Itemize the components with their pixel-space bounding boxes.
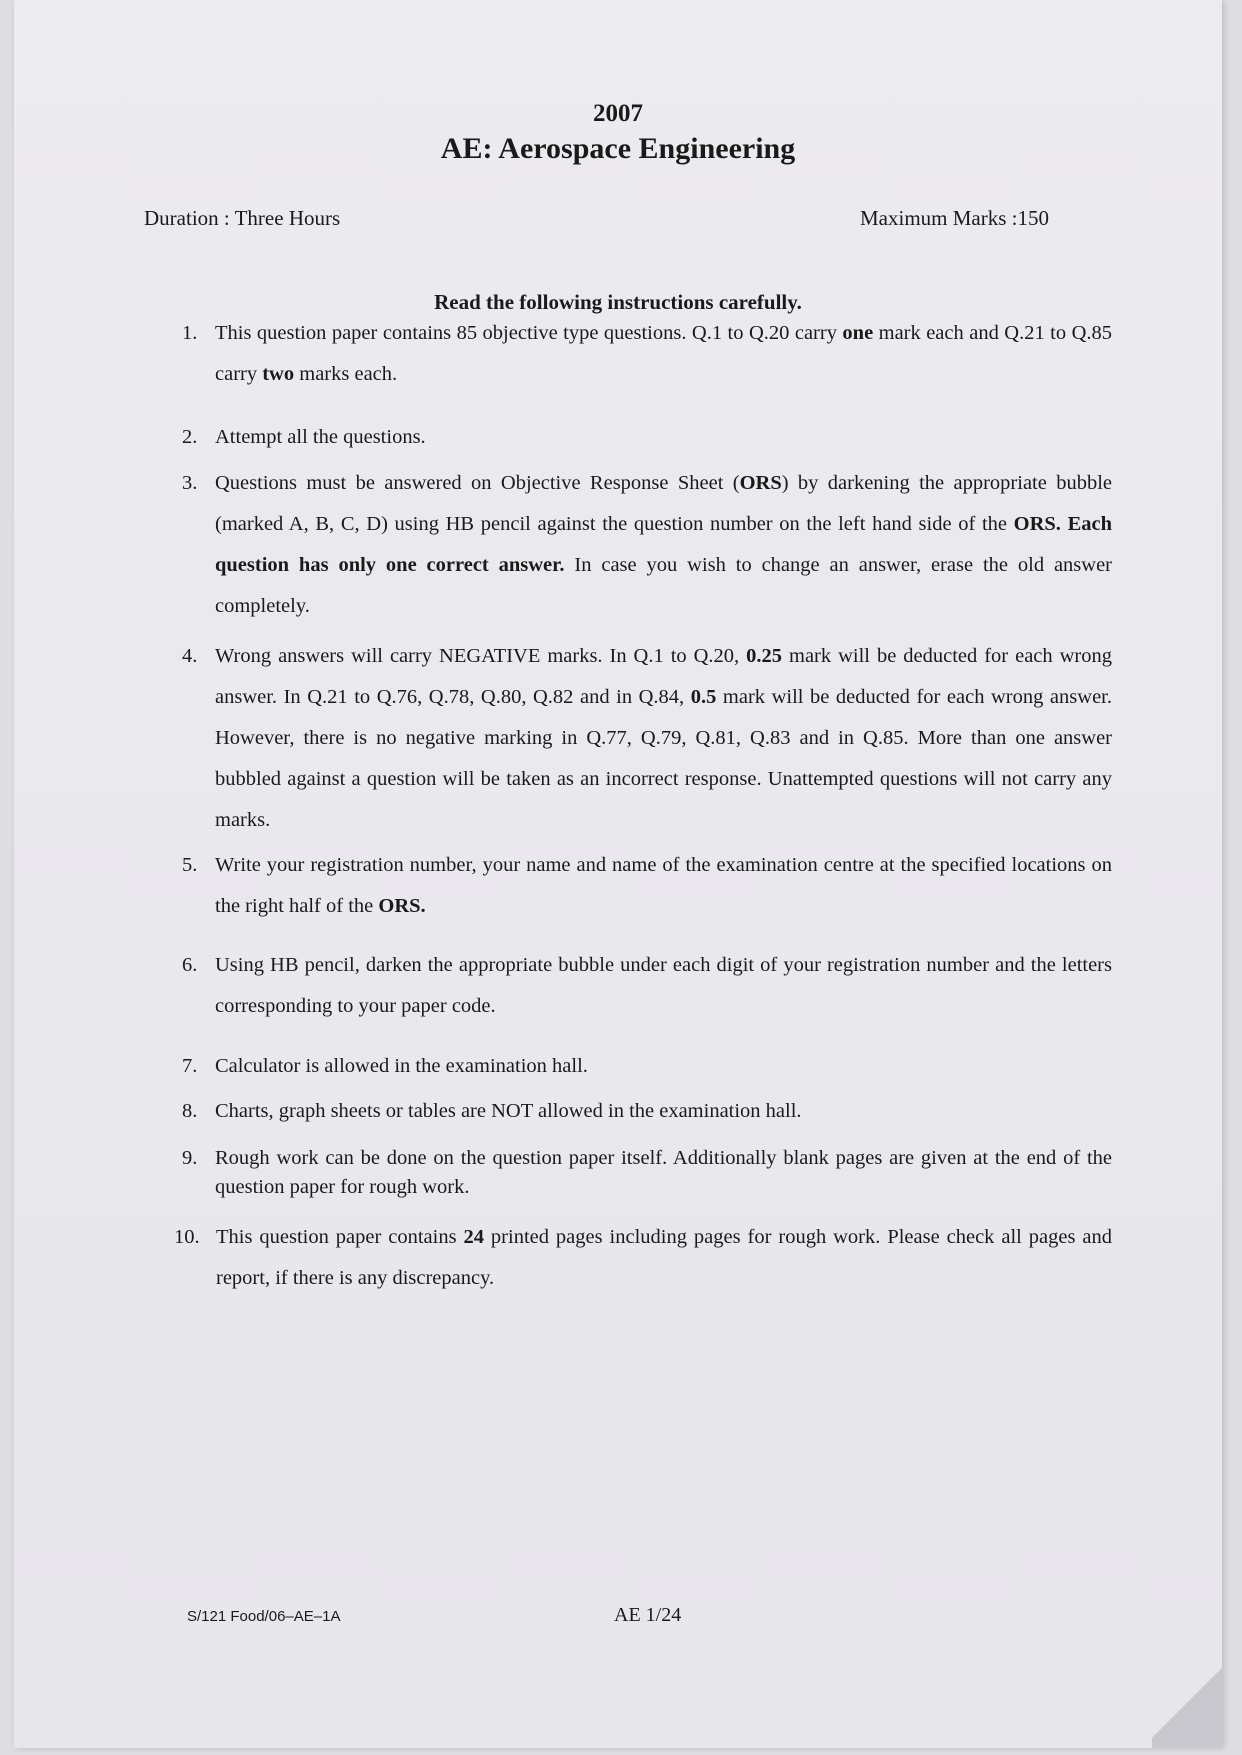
instruction-text bbox=[215, 417, 1112, 458]
instruction-text bbox=[216, 1217, 1112, 1299]
instruction-number: 7. bbox=[182, 1055, 198, 1077]
page-number: AE 1/24 bbox=[614, 1604, 682, 1626]
instruction-bold-run: one bbox=[842, 322, 874, 344]
instruction-run: Questions must be answered on Objective Response Sheet ( bbox=[215, 472, 740, 494]
instruction-text bbox=[215, 945, 1112, 1027]
instruction-number: 5. bbox=[182, 854, 198, 876]
instruction-run: mark will be deducted for each wrong answer. However, there is no negative marking in Q.77, Q.79, Q.81, Q.83 and in Q.85. More than one answer bubbled against a question will be taken as an incorrect response. Unattempted questions will not carry any marks. bbox=[215, 686, 1112, 831]
duration-label: Duration : Three Hours bbox=[144, 206, 341, 230]
instruction-bold-run: ORS. bbox=[378, 895, 426, 917]
instruction-number: 8. bbox=[182, 1100, 198, 1122]
instruction-item bbox=[182, 945, 1112, 1027]
max-marks-label: Maximum Marks :150 bbox=[860, 206, 1049, 230]
instruction-run: Wrong answers will carry NEGATIVE marks. In Q.1 to Q.20, bbox=[215, 645, 747, 667]
instruction-item bbox=[182, 636, 1112, 841]
instruction-run: This question paper contains bbox=[216, 1226, 464, 1248]
exam-year: 2007 bbox=[593, 100, 643, 127]
instruction-run: mark each and Q.21 to Q.85 carry bbox=[215, 322, 1112, 385]
instruction-run: Using HB pencil, darken the appropriate bubble under each digit of your registration number and the letters corresponding to your paper code. bbox=[215, 954, 1112, 1017]
instruction-text bbox=[215, 463, 1112, 627]
instruction-run: In case you wish to change an answer, erase the old answer completely. bbox=[215, 554, 1112, 617]
instruction-number: 4. bbox=[182, 645, 198, 667]
instruction-text bbox=[215, 313, 1112, 395]
instruction-text bbox=[215, 845, 1112, 927]
instruction-run: Calculator is allowed in the examination hall. bbox=[215, 1055, 588, 1077]
instruction-run: marks each. bbox=[294, 363, 398, 385]
instruction-run: Attempt all the questions. bbox=[215, 426, 426, 448]
folded-corner bbox=[1152, 1658, 1222, 1748]
instruction-item bbox=[182, 313, 1112, 395]
instruction-item bbox=[182, 1091, 1112, 1132]
instruction-run: Charts, graph sheets or tables are NOT allowed in the examination hall. bbox=[215, 1100, 802, 1122]
instruction-run: ) by darkening the appropriate bubble (marked A, B, C, D) using HB pencil against the question number on the left hand side of the bbox=[215, 472, 1112, 535]
instruction-number: 2. bbox=[182, 426, 198, 448]
instruction-run: printed pages including pages for rough work. Please check all pages and report, if there is any discrepancy. bbox=[216, 1226, 1112, 1289]
instruction-item bbox=[182, 463, 1112, 627]
instruction-text bbox=[215, 1144, 1112, 1202]
instruction-number: 1. bbox=[182, 322, 198, 344]
instruction-number: 9. bbox=[182, 1147, 198, 1169]
instructions-heading: Read the following instructions carefully. bbox=[434, 290, 802, 314]
paper-code: S/121 Food/06–AE–1A bbox=[187, 1608, 341, 1625]
instruction-run: Rough work can be done on the question paper itself. Additionally blank pages are given at the end of the question paper for rough work. bbox=[215, 1147, 1112, 1198]
instruction-item bbox=[182, 1046, 1112, 1087]
instruction-text bbox=[215, 1091, 1112, 1132]
instruction-run: mark will be deducted for each wrong answer. In Q.21 to Q.76, Q.78, Q.80, Q.82 and in Q.84, bbox=[215, 645, 1113, 708]
instruction-item bbox=[182, 1144, 1112, 1202]
instruction-bold-run: ORS. Each question has only one correct answer. bbox=[215, 513, 1113, 576]
instruction-number: 6. bbox=[182, 954, 198, 976]
instruction-bold-run: 0.25 bbox=[746, 645, 783, 667]
exam-paper-page bbox=[14, 0, 1222, 1748]
instruction-number: 10. bbox=[174, 1226, 200, 1248]
instruction-item bbox=[182, 417, 1112, 458]
instruction-bold-run: ORS bbox=[739, 472, 782, 494]
instruction-bold-run: two bbox=[262, 363, 295, 385]
instruction-item bbox=[174, 1217, 1112, 1299]
instruction-text bbox=[215, 636, 1112, 841]
instruction-bold-run: 24 bbox=[463, 1226, 484, 1248]
instruction-item bbox=[182, 845, 1112, 927]
instruction-bold-run: 0.5 bbox=[690, 686, 717, 708]
instruction-number: 3. bbox=[182, 472, 198, 494]
instruction-run: Write your registration number, your name and name of the examination centre at the specified locations on the right half of the bbox=[215, 854, 1112, 917]
instruction-run: This question paper contains 85 objective type questions. Q.1 to Q.20 carry bbox=[215, 322, 843, 344]
paper-title: AE: Aerospace Engineering bbox=[440, 132, 796, 165]
instruction-text bbox=[215, 1046, 1112, 1087]
